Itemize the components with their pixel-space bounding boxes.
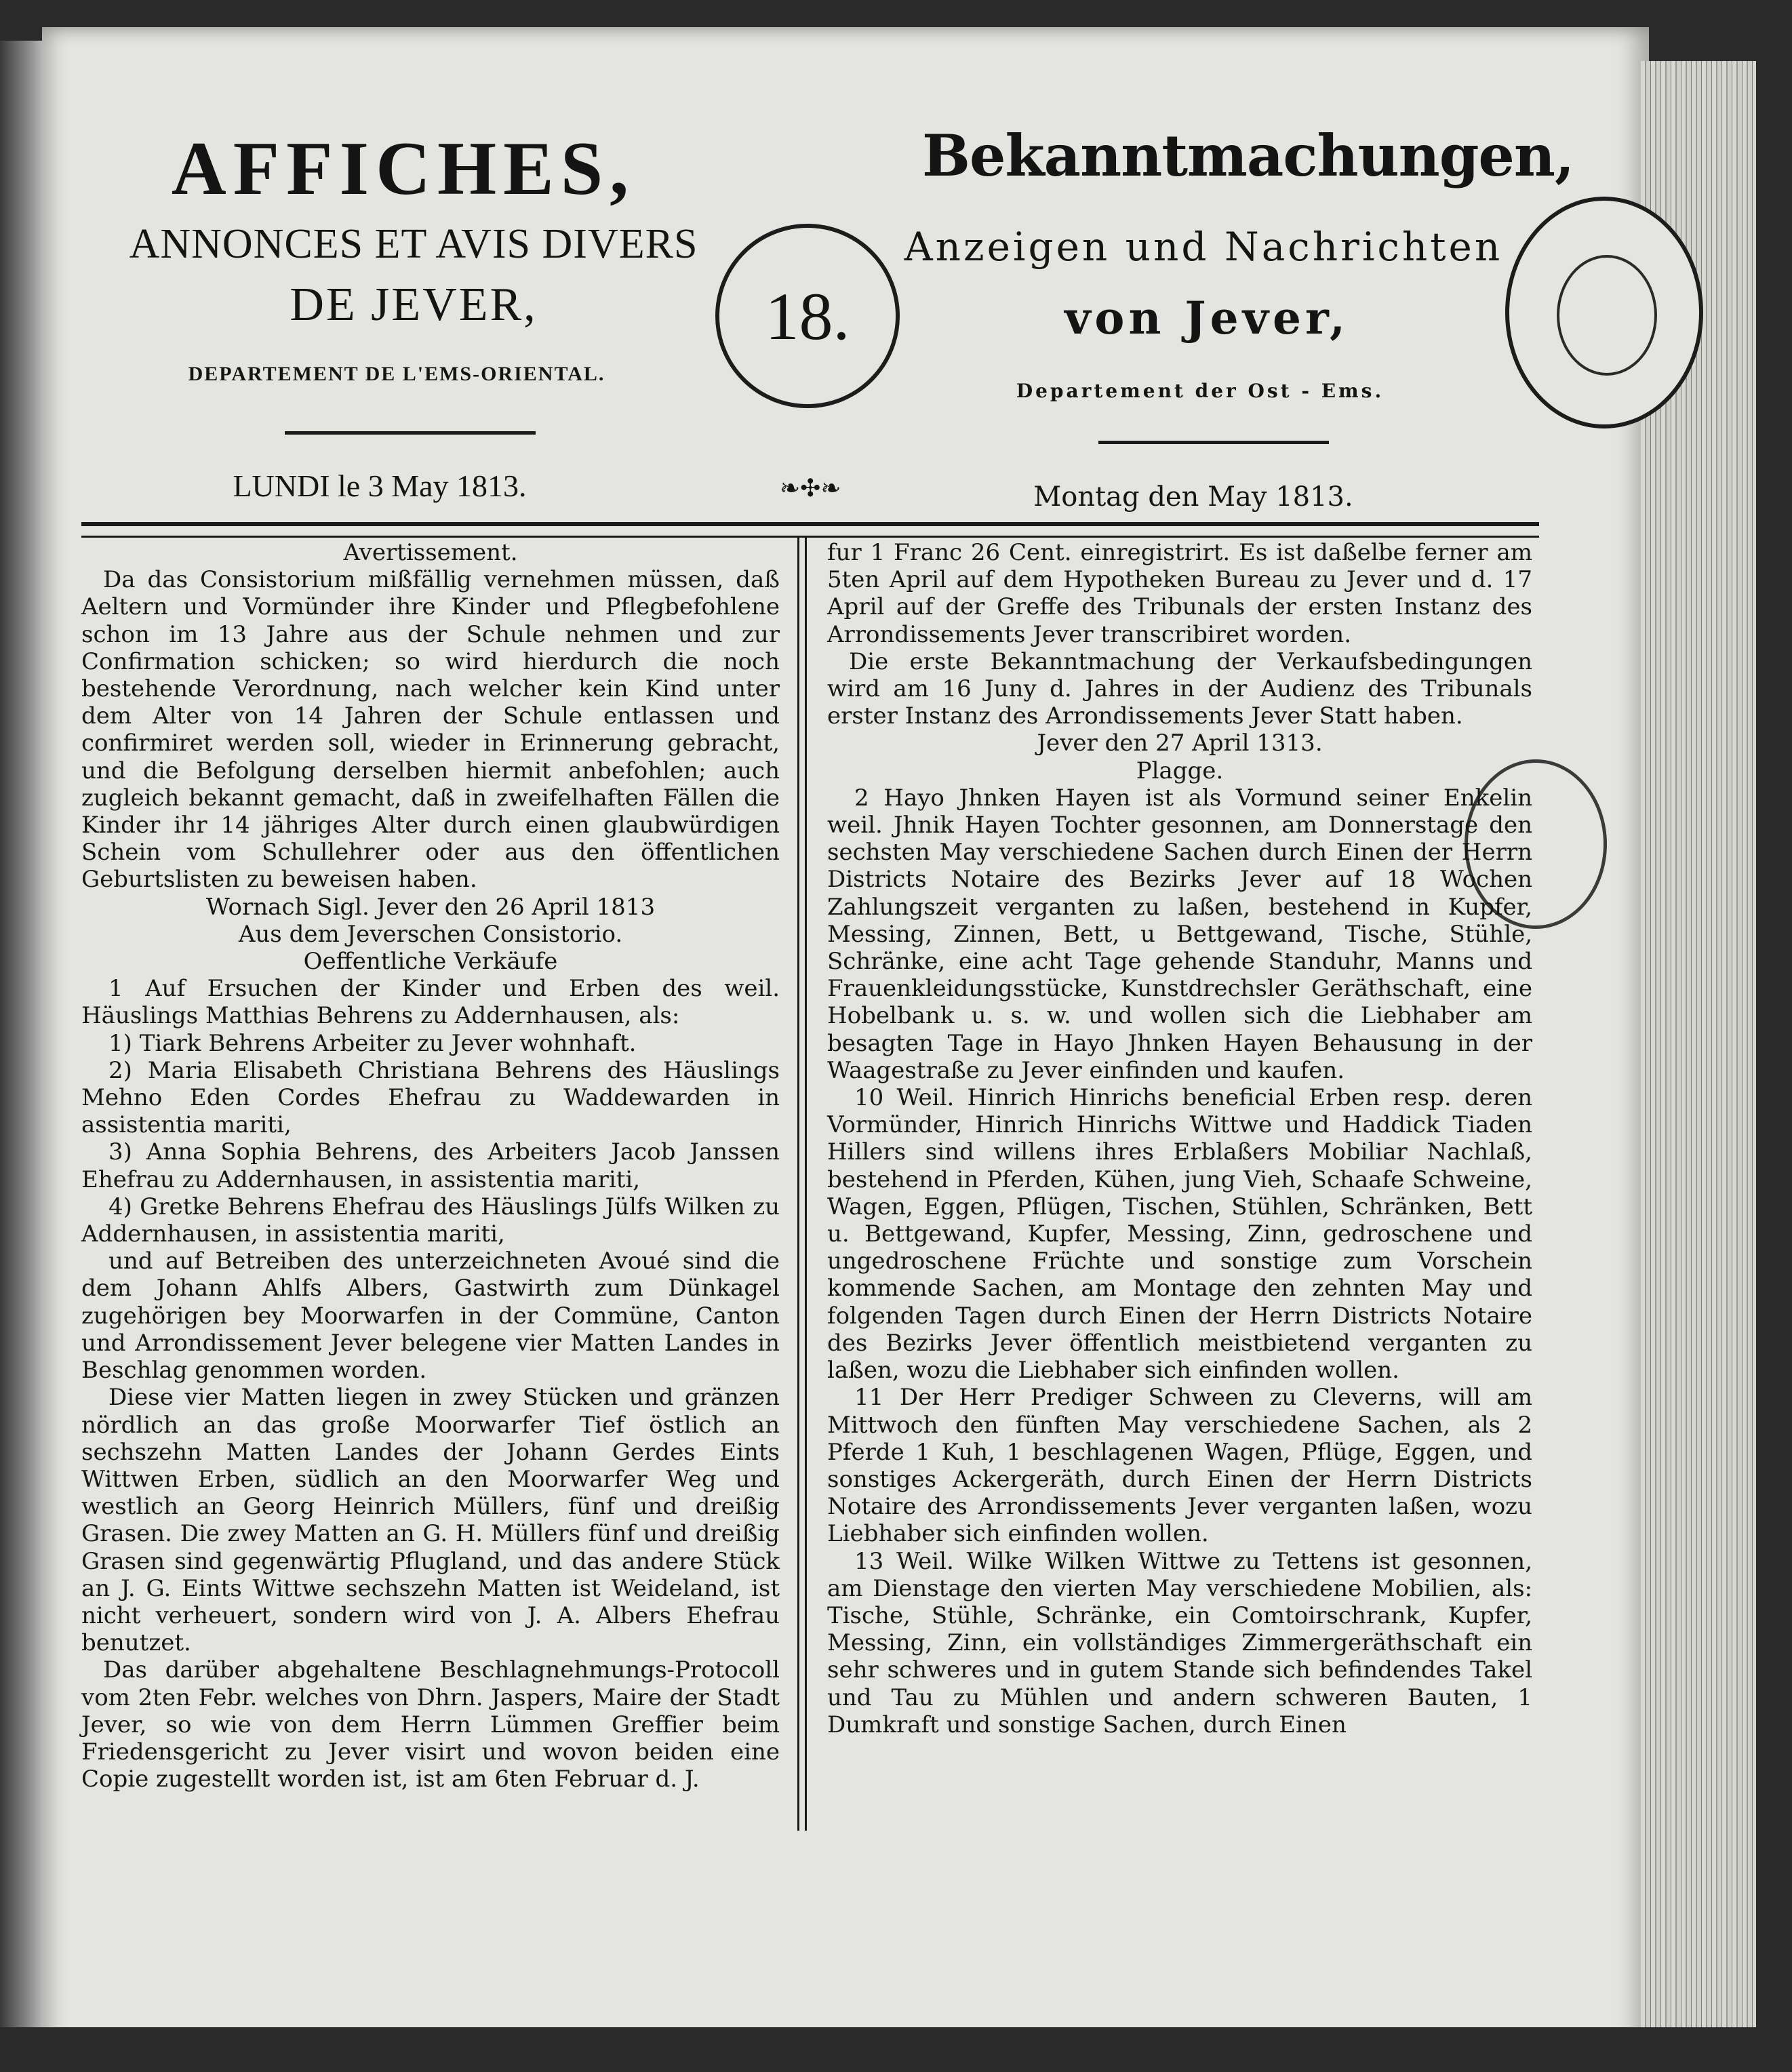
list-item: 3) Anna Sophia Behrens, des Arbeiters Jacob Janssen Ehefrau zu Addernhausen, in assistentia mariti,: [81, 1138, 780, 1193]
masthead-divider: [81, 522, 1539, 538]
german-rule: [1098, 441, 1329, 444]
paragraph: Das darüber abgehaltene Beschlagnehmungs-Protocoll vom 2ten Febr. welches von Dhrn. Jaspers, Maire der Stadt Jever, so wie von dem Herrn Lümmen Greffier beim Friedensgericht zu Jever visirt und wovon beiden eine Copie zugestellt worden ist, ist am 6ten Februar d. J.: [81, 1656, 780, 1793]
stamp-seal-icon: [1557, 255, 1657, 376]
paragraph: 11 Der Herr Prediger Schween zu Cleverns, will am Mittwoch den fünften May verschiedene Sachen, als 2 Pferde 1 Kuh, 1 beschlagenen Wagen, Pflüge, Eggen, und sonstiges Ackergeräth, durch Einen der Herrn Districts Notaire des Arrondissements Jever verganten laßen, wozu Liebhaber sich einfinden wollen.: [827, 1384, 1532, 1548]
french-department: DEPARTEMENT DE L'EMS-ORIENTAL.: [188, 363, 605, 385]
paragraph: 1 Auf Ersuchen der Kinder und Erben des weil. Häuslings Matthias Behrens zu Addernhausen, als:: [81, 975, 780, 1030]
paragraph: und auf Betreiben des unterzeichneten Avoué sind die dem Johann Ahlfs Albers, Gastwirth zum Dünkagel zugehörigen bey Moorwarfen in der Commüne, Canton und Arrondissement Jever belegene vier Matten Landes in Beschlag genommen worden.: [81, 1248, 780, 1384]
german-department: Departement der Ost - Ems.: [1016, 380, 1385, 402]
french-subtitle-1: ANNONCES ET AVIS DIVERS: [129, 221, 698, 267]
french-date: LUNDI le 3 May 1813.: [233, 469, 527, 503]
german-date: Montag den May 1813.: [1033, 481, 1353, 513]
german-title: Bekanntmachungen,: [922, 122, 1574, 189]
signature-line: Aus dem Jeverschen Consistorio.: [238, 920, 623, 948]
paragraph: Diese vier Matten liegen in zwey Stücken und gränzen nördlich an das große Moorwarfer Tief östlich an sechszehn Matten Landes der Johann Gerdes Eints Wittwen Erben, südlich an den Moorwarfer Weg und westlich an Georg Heinrich Müllers, fünf und dreißig Grasen. Die zwey Matten an G. H. Müllers fünf und dreißig Grasen sind gegenwärtig Pflugland, und das andere Stück an J. G. Eints Wittwe sechszehn Matten ist Weideland, ist nicht verheuert, sondern wird von J. A. Albers Ehefrau benutzet.: [81, 1384, 780, 1657]
left-column: [81, 539, 780, 1793]
german-subtitle-2: von Jever,: [1064, 292, 1349, 344]
paragraph: Die erste Bekanntmachung der Verkaufsbedingungen wird am 16 Juny d. Jahres in der Audienz des Tribunals erster Instanz des Arrondissements Jever Statt haben.: [827, 648, 1532, 730]
paragraph: 10 Weil. Hinrich Hinrichs beneficial Erben resp. deren Vormünder, Hinrich Hinrichs Wittwe und Haddick Tiaden Hillers sind willens ihres Erblaßers Mobiliar Nachlaß, bestehend in Pferden, Kühen, jung Vieh, Schaafe Schweine, Wagen, Eggen, Pflügen, Tischen, Stühlen, Schränken, Bett u. Bettgewand, Kupfer, Messing, Zinn, gedroschene und ungedroschene Früchte und sonstige zum Vorschein kommende Sachen, am Montage den zehnten May und folgenden Tagen durch Einen der Herrn Districts Notaire des Bezirks Jever öffentlich meistbietend verganten zu laßen, wozu die Liebhaber sich einfinden wollen.: [827, 1084, 1532, 1384]
ornament-icon: ❧✣❧: [780, 475, 841, 502]
paragraph: fur 1 Franc 26 Cent. einregistrirt. Es ist daßelbe ferner am 5ten April auf dem Hypotheken Bureau zu Jever und d. 17 April auf der Greffe des Tribunals der ersten Instanz des Arrondissements Jever transcribiret worden.: [827, 539, 1532, 648]
library-stamp: [1505, 197, 1703, 429]
signature-name: Plagge.: [1136, 757, 1224, 784]
paragraph: Da das Consistorium mißfällig vernehmen müssen, daß Aeltern und Vormünder ihre Kinder und Pflegbefohlene schon im 13 Jahre aus der Schule nehmen und zur Confirmation schicken; so wird hierdurch die noch bestehende Verordnung, nach welcher kein Kind unter dem Alter von 14 Jahren der Schule entlassen und confirmiret werden soll, wieder in Erinnerung gebracht, und die Befolgung derselben hiermit anbefohlen; auch zugleich bekannt gemacht, daß in zweifelhaften Fällen die Kinder ihr 14 jähriges Alter durch einen glaubwürdigen Schein vom Schullehrer oder aus den öffentlichen Geburtslisten zu beweisen haben.: [81, 566, 780, 894]
list-item: 1) Tiark Behrens Arbeiter zu Jever wohnhaft.: [108, 1029, 637, 1057]
french-rule: [285, 431, 536, 435]
issue-number-badge: [715, 224, 900, 408]
paragraph: 13 Weil. Wilke Wilken Wittwe zu Tettens ist gesonnen, am Dienstage den vierten May verschiedene Mobilien, als: Tische, Stühle, Schränke, ein Comtoirschrank, Kupfer, Messing, Zinn, ein vollständiges Zimmergeräthschaft ein sehr schweres und in gutem Stande sich befindendes Takel und Tau zu Mühlen und andern schweren Bauten, 1 Dumkraft und sonstige Sachen, durch Einen: [827, 1547, 1532, 1738]
list-item: 2) Maria Elisabeth Christiana Behrens des Häuslings Mehno Eden Cordes Ehefrau zu Waddewarden in assistentia mariti,: [81, 1056, 780, 1139]
signature-line: Wornach Sigl. Jever den 26 April 1813: [205, 893, 656, 921]
section-heading: Oeffentliche Verkäufe: [303, 948, 558, 976]
book-spine-left: [0, 41, 47, 2041]
french-subtitle-2: DE JEVER,: [290, 279, 538, 331]
column-divider: [797, 536, 807, 1831]
german-subtitle-1: Anzeigen und Nachrichten: [904, 224, 1503, 270]
right-column: [827, 539, 1532, 1738]
section-heading: Avertissement.: [343, 539, 518, 566]
french-title: AFFICHES,: [171, 127, 636, 211]
list-item: 4) Gretke Behrens Ehefrau des Häuslings Jülfs Wilken zu Addernhausen, in assistentia mariti,: [81, 1193, 780, 1248]
signature-line: Jever den 27 April 1313.: [1037, 730, 1323, 757]
paragraph: 2 Hayo Jhnken Hayen ist als Vormund seiner Enkelin weil. Jhnik Hayen Tochter gesonnen, am Donnerstage den sechsten May verschiedene Sachen durch Einen der Herrn Districts Notaire des Bezirks Jever auf 18 Wochen Zahlungszeit verganten zu laßen, bestehend in Kupfer, Messing, Zinnen, Bett, u Bettgewand, Tische, Stühle, Schränke, eine acht Tage gehende Standuhr, Manns und Frauenkleidungsstücke, Kunstdrechsler Geräthschaft, eine Hobelbank u. s. w. und wollen sich die Liebhaber am besagten Tage in Hayo Jhnken Hayen Behausung in der Waagestraße zu Jever einfinden und kaufen.: [827, 784, 1532, 1084]
scan-bottom-edge: [0, 2027, 1792, 2072]
issue-number: 18.: [765, 278, 850, 354]
